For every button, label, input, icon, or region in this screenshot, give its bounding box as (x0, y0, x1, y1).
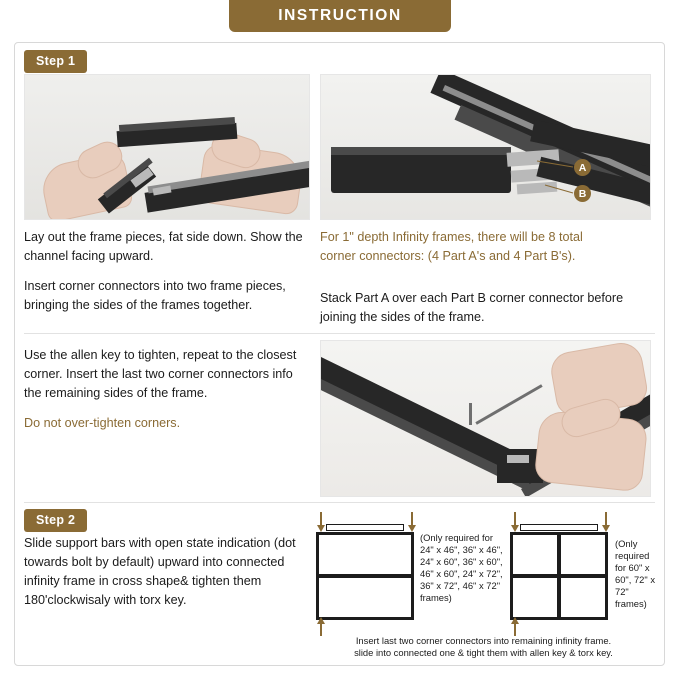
step1-middle-paragraph: Use the allen key to tighten, repeat to the closest corner. Insert the last two corner connectors info the remaining sides of the frame. (24, 348, 297, 400)
step2-footer-line-2: slide into connected one & tight them with allen key & torx key. (354, 647, 613, 658)
step-1-badge: Step 1 (24, 50, 87, 73)
callout-leader-lines (321, 75, 651, 220)
divider-1 (24, 333, 655, 334)
callout-part-a: A (574, 159, 591, 176)
divider-2 (24, 502, 655, 503)
callout-part-b: B (574, 185, 591, 202)
page-title: INSTRUCTION (278, 7, 402, 24)
diagram-left-crossbar (316, 574, 414, 578)
step2-paragraph: Slide support bars with open state indication (dot towards bolt by default) upward into connected infinity frame in cross shape& tighten them 180'clockwisaly with torx key. (24, 536, 296, 607)
diagram-right-crossbar-v (557, 532, 561, 620)
step2-note-right: (Only required for 60" x 60", 72" x 72" frames) (615, 538, 656, 609)
diagram-right-top-cap (520, 524, 598, 531)
photo-tightening-corner (320, 340, 651, 497)
step1-right-paragraph-2: Stack Part A over each Part B corner connector before joining the sides of the frame. (320, 291, 624, 324)
photo-corner-connectors (320, 74, 651, 220)
step1-middle-text (24, 346, 310, 433)
diagram-left-top-cap (326, 524, 404, 531)
step2-text (24, 534, 309, 610)
step2-footer-line-1: Insert last two corner connectors into remaining infinity frame. (355, 635, 612, 646)
photo-frame-layout (24, 74, 310, 220)
step1-right-text-1 (320, 228, 608, 266)
step-2-badge: Step 2 (24, 509, 87, 532)
step1-left-paragraph-1: Lay out the frame pieces, fat side down. Show the channel facing upward. (24, 230, 303, 263)
step2-diagram (312, 510, 655, 660)
step1-left-paragraph-2: Insert corner connectors into two frame pieces, bringing the sides of the frames together. (24, 279, 286, 312)
step1-warning-text: Do not over-tighten corners. (24, 416, 181, 430)
step1-left-text (24, 228, 307, 315)
step2-note-left: (Only required for 24" x 46", 36" x 46", 24" x 60", 36" x 60", 46" x 60", 24" x 72", 36" x 72", 46" x 72" frames) (420, 532, 503, 603)
instruction-header (229, 0, 451, 32)
step1-right-paragraph-1: For 1" depth Infinity frames, there will be 8 total corner connectors: (4 Part A's and 4 Part B's). (320, 230, 583, 263)
step1-right-text-2 (320, 289, 636, 327)
